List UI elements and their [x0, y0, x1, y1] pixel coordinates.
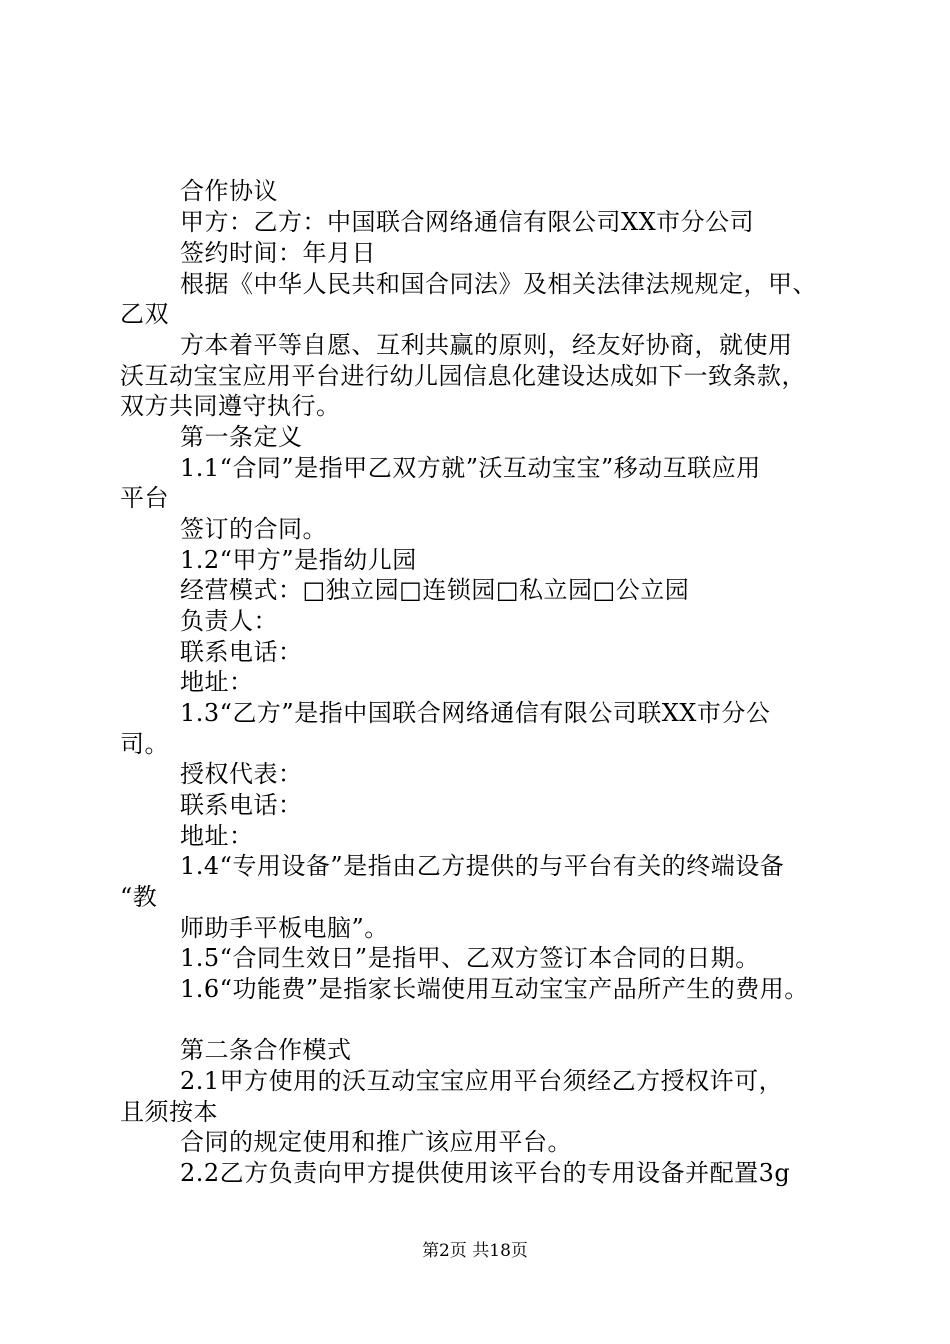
doc-clause-line: 2.1甲方使用的沃互动宝宝应用平台须经乙方授权许可， — [180, 1067, 784, 1095]
section-heading-2: 第二条合作模式 — [180, 1036, 352, 1064]
doc-paragraph-line: 双方共同遵守执行。 — [120, 392, 341, 420]
doc-clause-line: “教 — [120, 883, 158, 911]
field-label: 联系电话： — [180, 638, 303, 666]
doc-parties: 甲方：乙方：中国联合网络通信有限公司XX市分公司 — [180, 208, 755, 236]
doc-clause-line: 司。 — [120, 730, 169, 758]
doc-clause-line: 合同的规定使用和推广该应用平台。 — [180, 1128, 572, 1156]
doc-sign-date: 签约时间：年月日 — [180, 239, 376, 267]
field-label: 地址： — [180, 822, 254, 850]
doc-clause-line: 1.2“甲方”是指幼儿园 — [180, 546, 417, 574]
doc-paragraph-line: 沃互动宝宝应用平台进行幼儿园信息化建设达成如下一致条款， — [120, 362, 806, 390]
doc-clause-line: 师助手平板电脑”。 — [180, 914, 389, 942]
doc-title: 合作协议 — [180, 177, 278, 205]
page-number-footer: 第2页 共18页 — [422, 1241, 528, 1261]
doc-clause-line: 平台 — [120, 484, 169, 512]
doc-paragraph-line: 根据《中华人民共和国合同法》及相关法律法规规定，甲、 — [180, 270, 817, 298]
field-label: 授权代表： — [180, 760, 303, 788]
doc-clause-line: 签订的合同。 — [180, 515, 327, 543]
section-heading-1: 第一条定义 — [180, 423, 303, 451]
doc-clause-line: 且须按本 — [120, 1098, 218, 1126]
field-label: 地址： — [180, 668, 254, 696]
business-mode-options: 经营模式：□独立园□连锁园□私立园□公立园 — [180, 576, 690, 604]
doc-clause-line: 1.6“功能费”是指家长端使用互动宝宝产品所产生的费用。 — [180, 975, 809, 1003]
doc-clause-line: 1.3“乙方”是指中国联合网络通信有限公司联XX市分公 — [180, 699, 771, 727]
doc-clause-line: 1.5“合同生效日”是指甲、乙双方签订本合同的日期。 — [180, 944, 760, 972]
doc-paragraph-line: 方本着平等自愿、互利共赢的原则，经友好协商，就使用 — [180, 331, 793, 359]
doc-paragraph-line: 乙双 — [120, 300, 169, 328]
doc-clause-line: 1.1“合同”是指甲乙双方就”沃互动宝宝”移动互联应用 — [180, 454, 761, 482]
doc-clause-line: 2.2乙方负责向甲方提供使用该平台的专用设备并配置3g — [180, 1159, 791, 1187]
field-label: 负责人： — [180, 607, 278, 635]
field-label: 联系电话： — [180, 791, 303, 819]
doc-clause-line: 1.4“专用设备”是指由乙方提供的与平台有关的终端设备 — [180, 852, 785, 880]
